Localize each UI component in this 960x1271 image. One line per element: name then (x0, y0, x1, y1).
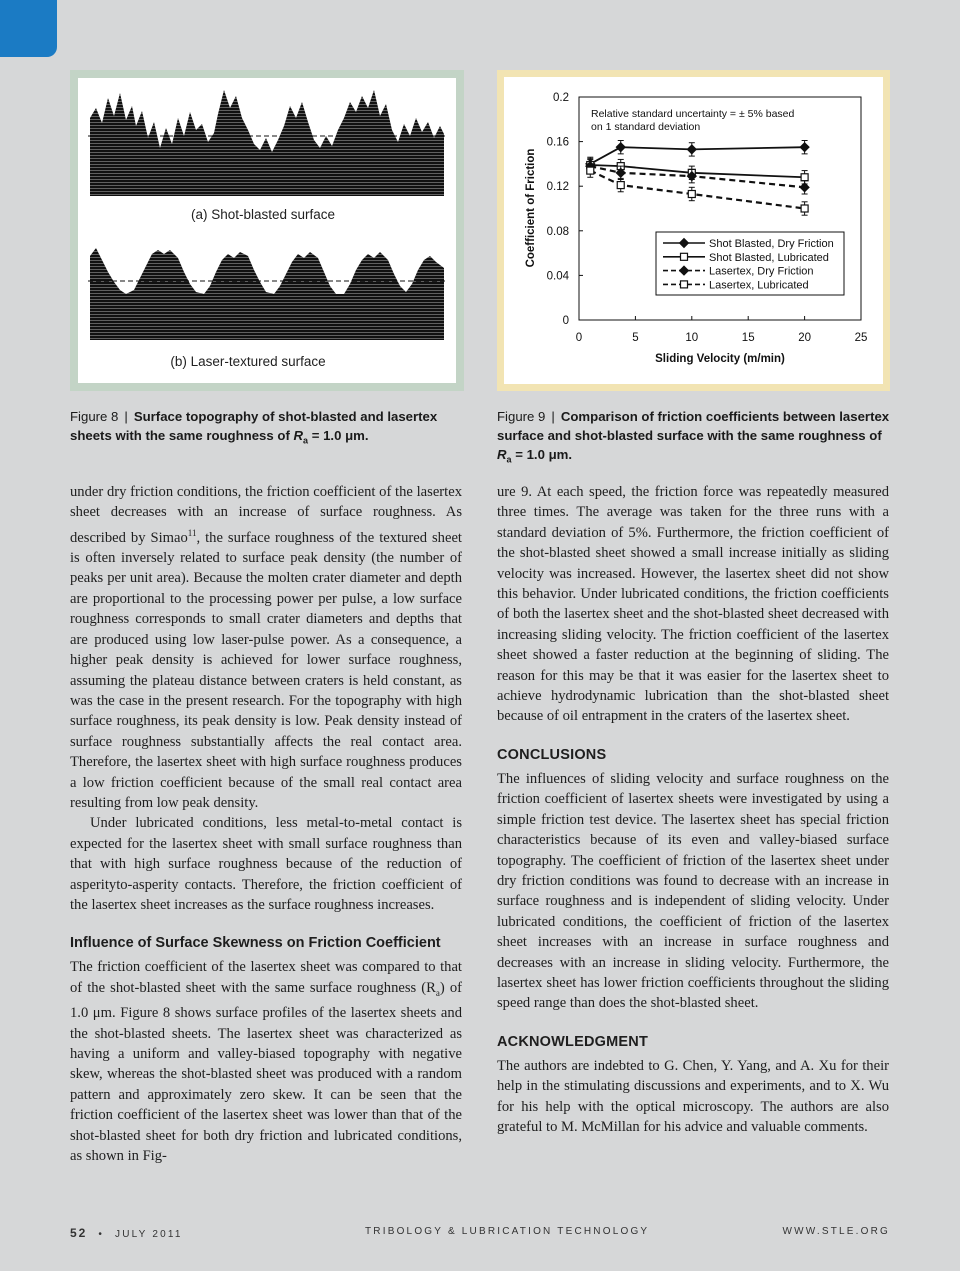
conclusions-heading: CONCLUSIONS (497, 746, 607, 763)
y-tick-label: 0.08 (546, 225, 569, 238)
figure-9-caption-var: R (497, 447, 507, 462)
laser-textured-profile (90, 248, 444, 340)
chart-annotation-line1: Relative standard uncertainty = ± 5% based (591, 108, 795, 120)
y-tick-label: 0.04 (546, 270, 569, 283)
legend-label: Lasertex, Lubricated (709, 279, 809, 292)
figure-8-frame (70, 70, 464, 391)
x-tick-label: 5 (632, 332, 639, 344)
figure-8-caption-end: = 1.0 μm. (308, 428, 369, 443)
data-point (587, 167, 594, 174)
x-axis-title: Sliding Velocity (m/min) (655, 353, 785, 365)
footer-left (70, 1226, 183, 1240)
data-point (688, 191, 695, 198)
data-point (616, 143, 625, 152)
conclusions-paragraph: The influences of sliding velocity and surface roughness on the friction coefficient of lasertex sheets were investigated by using a simple friction test device. The lasertex sheet has special friction characteristics because of its even and valley-biased surface topography. The coefficient of friction of the lasertex sheet under dry friction conditions was found to decrease with an increase in surface roughness and is independent of sliding velocity. Under lubricated conditions, the coefficient of friction of the lasertex sheet increases with an increase in surface roughness and decreases with an increase in sliding velocity. Furthermore, the lasertex sheet has lower friction coefficients throughout the sliding speed range than does the shot-blasted sheet. (497, 770, 889, 1012)
footer-issue: JULY 2011 (115, 1229, 183, 1240)
caption-separator: | (551, 409, 555, 424)
chart-annotation-line2: on 1 standard deviation (591, 121, 701, 133)
data-point (801, 174, 808, 181)
x-tick-label: 15 (741, 332, 755, 344)
figure-9-caption-text: Comparison of friction coefficients between lasertex surface and shot-blasted surface with the same roughness of (497, 409, 890, 443)
data-point (800, 183, 809, 192)
figure-8-caption-sub: a (303, 435, 309, 446)
legend-marker (681, 253, 688, 260)
figure-9-caption-end: = 1.0 μm. (511, 447, 573, 462)
legend-label: Shot Blasted, Dry Friction (709, 238, 834, 250)
y-tick-label: 0.2 (553, 92, 569, 104)
left-paragraph-1-text-b: , the surface roughness of the textured sheet is often inversely related to surface peak density (the number of peaks per unit area). Because the molten crater diameter and depth are proportional to the processing power per pulse, a low surface roughness corresponds to small crater diameters and depths that are produced using low laser-pulse power. As a consequence, a higher peak density is achieved for lower surface roughness, assuming the plateau distance between craters is held constant, as was the case in the present research. For the topography with high surface roughness, its peak density is low. Peak density instead of surface roughness substantially affects the real contact area. Therefore, the lasertex sheet with high surface roughness produces a low friction coefficient because of the small real contact area resulting from low peak density. (70, 529, 462, 811)
legend-label: Lasertex, Dry Friction (709, 265, 814, 278)
footer-website[interactable]: WWW.STLE.ORG (782, 1226, 890, 1237)
figure-8-caption-label: Figure 8 (70, 409, 119, 424)
y-axis-title: Coefficient of Friction (525, 148, 537, 268)
left-paragraph-3-sub: a (435, 987, 440, 998)
figure-9-caption-sub: a (506, 454, 512, 465)
acknowledgment-paragraph: The authors are indebted to G. Chen, Y. Yang, and A. Xu for their help in the stimulating discussions and experiments, and to X. Wu for his help with the optical microscopy. The authors are also grateful to M. McMillan for his advice and valuable comments. (497, 1057, 889, 1135)
figure-8-caption (70, 407, 464, 451)
y-tick-label: 0 (562, 315, 569, 327)
figure-9-caption-label: Figure 9 (497, 409, 546, 424)
figure-8-image (78, 78, 456, 383)
figure-8-label-a: (a) Shot-blasted surface (190, 207, 336, 222)
footer-journal: TRIBOLOGY & LUBRICATION TECHNOLOGY (365, 1226, 650, 1237)
x-tick-label: 10 (685, 332, 699, 344)
figure-9-image (504, 77, 883, 384)
series-layer (586, 140, 809, 215)
reference-11: 11 (187, 527, 197, 538)
skewness-subheading: Influence of Surface Skewness on Friction Coefficient (70, 935, 441, 952)
page-number: 52 (70, 1226, 88, 1240)
left-column (70, 482, 462, 1166)
left-paragraph-3 (70, 957, 462, 1166)
left-paragraph-1 (70, 482, 462, 813)
left-paragraph-3-text-a: The friction coefficient of the lasertex sheet was compared to that of the shot-blasted sheet with the same surface roughness (R (70, 959, 462, 996)
x-tick-label: 20 (798, 332, 811, 344)
caption-separator: | (124, 409, 128, 424)
friction-chart (504, 77, 883, 384)
data-point (687, 145, 696, 154)
data-point (801, 205, 808, 212)
figure-8-svg (78, 78, 456, 383)
x-tick-label: 25 (854, 332, 868, 344)
figure-9-frame (497, 70, 890, 391)
left-paragraph-1-text-a: under dry friction conditions, the friction coefficient of the lasertex sheet decreases with an increase of surface roughness. As described by Simao (70, 484, 462, 546)
shot-blasted-profile (90, 90, 444, 196)
section-tab (0, 0, 57, 57)
right-paragraph-1: ure 9. At each speed, the friction force was repeatedly measured three times. The average was taken for the three runs with a standard deviation of 5%. Furthermore, the friction coefficient of the shot-blasted sheet showed a small increase initially as sliding velocity was increased. However, the lasertex sheet did not show this behavior. Under lubricated conditions, the friction coefficients of both the lasertex sheet and the shot-blasted sheet decreased with increasing sliding velocity. The friction coefficient of the lasertex sheet showed a faster reduction at the beginning of sliding. The reason for this may be that it was easier for the lasertex sheet to achieve hydrodynamic lubrication than the shot-blasted sheet because of oil entrapment in the craters of the lasertex sheet. (497, 484, 889, 725)
data-point (617, 182, 624, 189)
figure-8-label-b: (b) Laser-textured surface (170, 354, 326, 369)
y-tick-label: 0.12 (546, 181, 569, 194)
x-tick-label: 0 (575, 332, 583, 344)
left-paragraph-2: Under lubricated conditions, less metal-to-metal contact is expected for the lasertex sheet with small surface roughness than that with high surface roughness because of the reduction of asperityto-asperity contacts. Therefore, the friction coefficient of the lasertex sheet increases as the surface roughness increases. (70, 815, 462, 913)
footer-bullet: • (98, 1229, 105, 1240)
right-column (497, 482, 889, 1137)
data-point (800, 143, 809, 152)
legend-label: Shot Blasted, Lubricated (709, 251, 829, 264)
y-axis (547, 92, 583, 327)
acknowledgment-heading: ACKNOWLEDGMENT (497, 1033, 649, 1050)
y-tick-label: 0.16 (546, 136, 569, 149)
legend-marker (681, 281, 688, 288)
figure-8-caption-var: R (293, 428, 304, 443)
figure-8-caption-text: Surface topography of shot-blasted and lasertex sheets with the same roughness of (70, 409, 438, 443)
left-paragraph-3-text-b: ) of 1.0 μm. Figure 8 shows surface profiles of the lasertex sheets and the shot-blasted sheets. The lasertex sheet was characterized as having a uniform and valley-biased topography with negative skew, whereas the shot-blasted sheet was produced with a random pattern and approximately zero skew. It can be seen that the friction coefficient of the lasertex sheet was lower than that of the shot-blasted sheet for both dry friction and lubricated conditions, as shown in Fig- (70, 979, 462, 1164)
figure-9-caption (497, 407, 890, 470)
chart-legend (656, 232, 844, 295)
